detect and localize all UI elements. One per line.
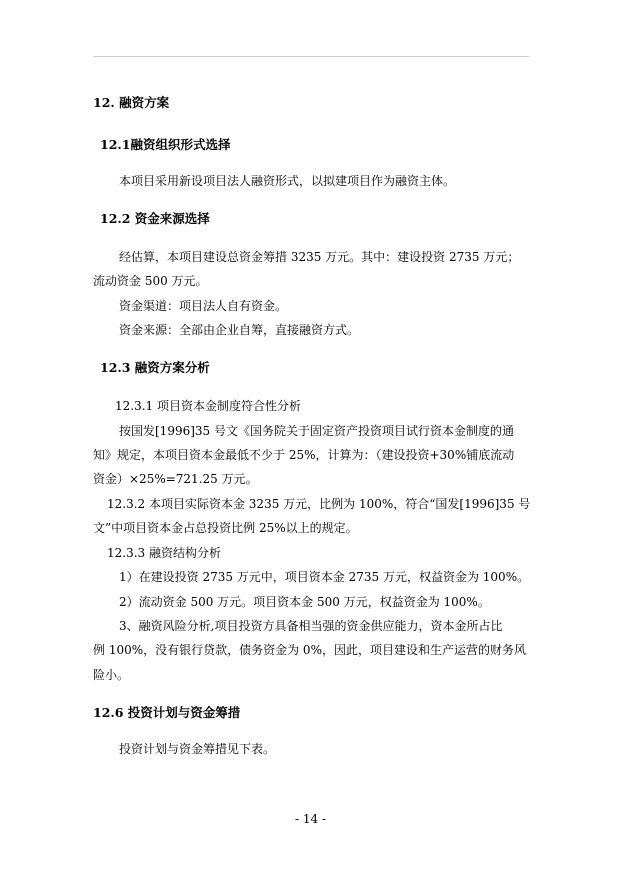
paragraph: 资金来源：全部由企业自筹，直接融资方式。 [119,323,360,337]
subsection-heading-12-3: 12.3 融资方案分析 [100,360,210,375]
subsection-heading-12-6: 12.6 投资计划与资金筹措 [93,705,241,720]
paragraph: 本项目采用新设项目法人融资形式，以拟建项目作为融资主体。 [119,174,456,188]
page-number: - 14 - [294,812,326,826]
paragraph-line: 按国发[1996]35 号文《国务院关于固定资产投资项目试行资本金制度的通 [119,424,514,438]
paragraph-line: 险小。 [93,668,130,682]
paragraph-line: 资金）×25%=721.25 万元。 [93,472,258,486]
paragraph-line: 知》规定，本项目资本金最低不少于 25%，计算为：（建设投资+30%铺底流动 [93,448,515,462]
paragraph-line: 经估算，本项目建设总资金筹措 3235 万元。其中：建设投资 2735 万元； [119,250,520,264]
paragraph-line: 例 100%，没有银行贷款，债务资金为 0%，因此，项目建设和生产运营的财务风 [93,643,526,657]
list-item: 2）流动资金 500 万元。项目资本金 500 万元，权益资金为 100%。 [119,595,490,609]
paragraph: 投资计划与资金筹措见下表。 [119,742,276,756]
sub-subsection-heading: 12.3.1 项目资本金制度符合性分析 [115,399,301,413]
paragraph-line: 3、融资风险分析,项目投资方具备相当强的资金供应能力，资本金所占比 [119,619,503,633]
paragraph-line: 12.3.2 本项目实际资本金 3235 万元，比例为 100%，符合“国发[1996]35 号 [107,497,531,511]
paragraph: 资金渠道：项目法人自有资金。 [119,299,288,313]
paragraph-line: 流动资金 500 万元。 [93,274,208,288]
paragraph-line: 文”中项目资本金占总投资比例 25%以上的规定。 [93,521,358,535]
list-item: 1）在建设投资 2735 万元中，项目资本金 2735 万元，权益资金为 100%。 [119,570,530,584]
subsection-heading-12-1: 12.1融资组织形式选择 [100,137,231,152]
sub-subsection-heading: 12.3.3 融资结构分析 [107,546,221,560]
subsection-heading-12-2: 12.2 资金来源选择 [100,211,210,226]
section-heading: 12. 融资方案 [93,95,170,110]
header-rule [93,56,529,57]
